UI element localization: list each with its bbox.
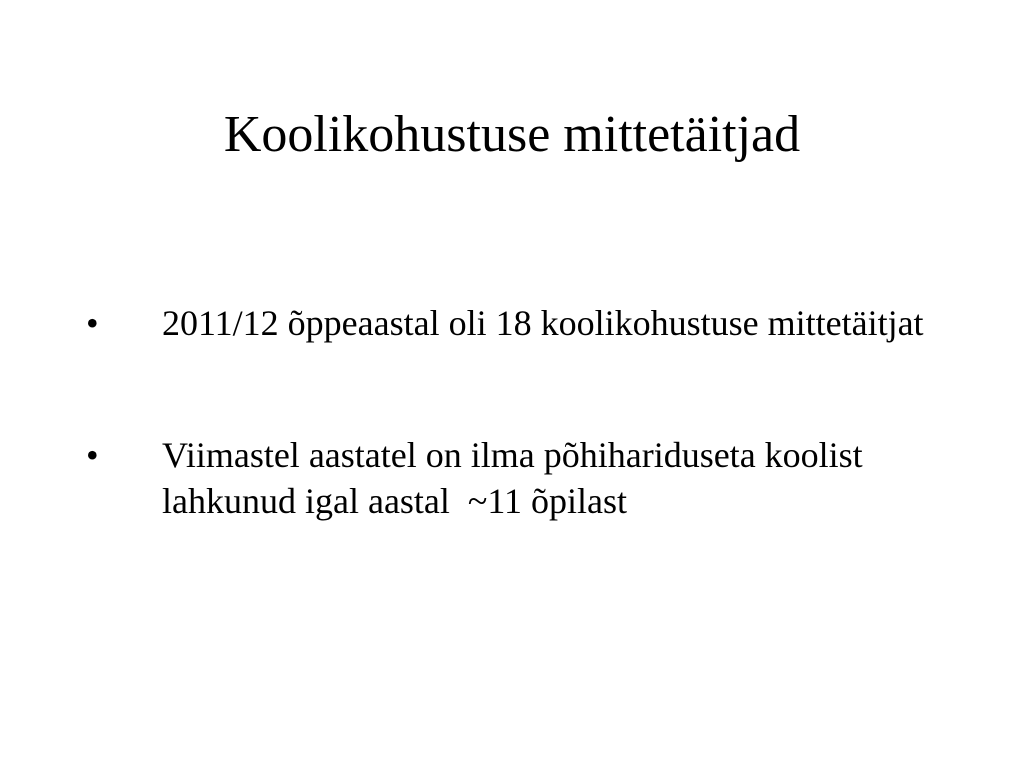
bullet-marker: • [86, 435, 99, 475]
bullet-text: Viimastel aastatel on ilma põhihariduseta koolist lahkunud igal aastal ~11 õpilast [162, 435, 872, 521]
bullet-list [0, 300, 1024, 610]
bullet-item [0, 432, 1024, 524]
bullet-marker: • [86, 303, 99, 343]
bullet-text: 2011/12 õppeaastal oli 18 koolikohustuse mittetäitjat [162, 303, 924, 343]
bullet-item [0, 300, 1024, 346]
slide-title: Koolikohustuse mittetäitjad [223, 106, 801, 163]
